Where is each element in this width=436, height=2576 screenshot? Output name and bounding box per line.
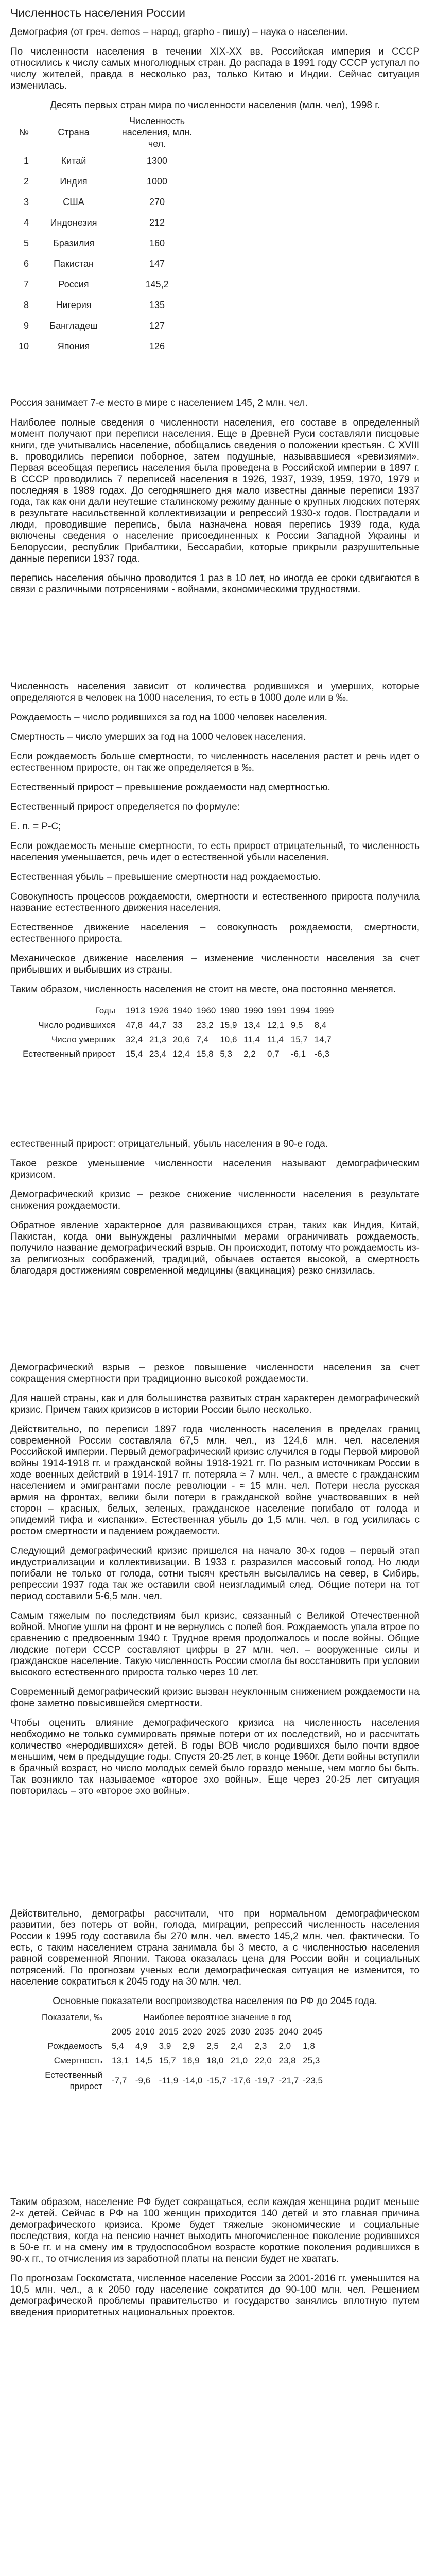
value-cell: -6,3 bbox=[314, 1049, 329, 1059]
population-value: 147 bbox=[149, 259, 165, 269]
row-label: Смертность bbox=[54, 2056, 102, 2065]
value-cell: 22,0 bbox=[254, 2056, 272, 2065]
value-cell: 9,5 bbox=[290, 1020, 303, 1030]
value-cell: 12,1 bbox=[267, 1020, 285, 1030]
population-value: 212 bbox=[149, 217, 165, 228]
value-cell: 2,2 bbox=[243, 1049, 256, 1059]
history-paragraph: Самым тяжелым по последствиям был кризис, связанный с Великой Отечественной войной. Многие ушли на фронт и не вернулись с полей боя. Рождаемость упала втрое по сравнению с предвоенным 1940 г. Трудное время продолжалось и после войны. Общие людские потери СССР составляют цифры в 27 млн. чел. – вооруженные силы и гражданское население. Такую численность России смогла бы восстановить при условии высокого естественного прироста только через 10 лет. bbox=[10, 1611, 420, 1678]
history-paragraph: Демографический взрыв – резкое повышение численности населения за счет сокращения смертности при традиционно высокой рождаемости. bbox=[10, 1362, 420, 1384]
value-cell: 2,4 bbox=[230, 2041, 243, 2051]
dynamics-table bbox=[10, 1004, 336, 1061]
country-name: Индонезия bbox=[50, 217, 97, 228]
value-cell: 0,7 bbox=[267, 1049, 280, 1059]
year-cell: 2040 bbox=[278, 2027, 299, 2037]
table-row bbox=[10, 2068, 325, 2094]
row-number: 2 bbox=[23, 176, 29, 187]
value-cell: -6,1 bbox=[290, 1049, 306, 1059]
value-cell: 14,7 bbox=[314, 1035, 332, 1044]
row-label: Естественный прирост bbox=[23, 1049, 115, 1059]
history-paragraph: Современный демографический кризис вызван неуклонным снижением рождаемости на фоне заметно повысившейся смертности. bbox=[10, 1687, 420, 1709]
population-value: 160 bbox=[149, 238, 165, 248]
movement-paragraph: Естественный прирост определяется по формуле: bbox=[10, 802, 240, 812]
row-number: 7 bbox=[23, 279, 29, 290]
movement-paragraph: Рождаемость – число родившихся за год на 1000 человек населения. bbox=[10, 712, 327, 723]
value-cell: 15,4 bbox=[126, 1049, 143, 1059]
forecast-label-header: Показатели, ‰ bbox=[42, 2012, 102, 2022]
value-cell: 15,7 bbox=[290, 1035, 308, 1044]
country-name: Индия bbox=[60, 176, 88, 187]
population-movement-section bbox=[10, 681, 420, 995]
movement-paragraph: Если рождаемость меньше смертности, то есть прирост отрицательный, то численность населения уменьшается, речь идет о естественной убыли населения. bbox=[10, 841, 420, 863]
population-value: 1000 bbox=[146, 176, 168, 187]
population-value: 1300 bbox=[146, 156, 168, 166]
value-cell: 15,8 bbox=[196, 1049, 214, 1059]
row-number: 4 bbox=[23, 217, 29, 228]
table-row bbox=[10, 2039, 325, 2054]
page-title: Численность населения России bbox=[10, 6, 185, 20]
population-value: 127 bbox=[149, 320, 165, 331]
year-cell: 1960 bbox=[196, 1006, 216, 1015]
row-label: Число умерших bbox=[51, 1035, 115, 1044]
value-cell: 20,6 bbox=[172, 1035, 190, 1044]
country-name: Россия bbox=[58, 279, 89, 290]
top-countries-table bbox=[10, 114, 199, 357]
year-cell: 2010 bbox=[135, 2027, 155, 2037]
row-label: Рождаемость bbox=[47, 2041, 102, 2051]
value-cell: 15,7 bbox=[159, 2056, 176, 2065]
table-row bbox=[10, 253, 199, 274]
country-name: Бразилия bbox=[53, 238, 95, 248]
value-cell: 16,9 bbox=[182, 2056, 200, 2065]
year-cell: 2020 bbox=[182, 2027, 202, 2037]
year-cell: 1990 bbox=[243, 1006, 263, 1015]
forecast-table bbox=[10, 2010, 325, 2094]
table-row bbox=[10, 192, 199, 212]
movement-paragraph: Смертность – число умерших за год на 1000 человек населения. bbox=[10, 732, 306, 742]
movement-paragraph: Естественный прирост – превышение рождаемости над смертностью. bbox=[10, 782, 330, 793]
movement-paragraph: Е. п. = Р-С; bbox=[10, 821, 61, 832]
table-row bbox=[10, 1018, 336, 1032]
value-cell: 1,8 bbox=[303, 2041, 315, 2051]
value-cell: 2,0 bbox=[278, 2041, 291, 2051]
table-row bbox=[10, 336, 199, 357]
value-cell: 32,4 bbox=[126, 1035, 143, 1044]
value-cell: 2,3 bbox=[254, 2041, 267, 2051]
table-row bbox=[10, 212, 199, 233]
value-cell: 7,4 bbox=[196, 1035, 209, 1044]
crisis-paragraph: Такое резкое уменьшение численности населения называют демографическим кризисом. bbox=[10, 1158, 420, 1180]
value-cell: -15,7 bbox=[206, 2076, 226, 2086]
country-name: Нигерия bbox=[56, 300, 92, 310]
value-cell: 14,5 bbox=[135, 2056, 152, 2065]
value-cell: 23,4 bbox=[149, 1049, 166, 1059]
value-cell: 13,4 bbox=[243, 1020, 261, 1030]
value-cell: -17,6 bbox=[230, 2076, 251, 2086]
country-name: Китай bbox=[61, 156, 86, 166]
value-cell: 3,9 bbox=[159, 2041, 171, 2051]
value-cell: 4,9 bbox=[135, 2041, 148, 2051]
value-cell: -11,9 bbox=[159, 2076, 179, 2086]
year-cell: 2030 bbox=[230, 2027, 250, 2037]
value-cell: 11,4 bbox=[267, 1035, 284, 1044]
year-cell: 2045 bbox=[303, 2027, 323, 2037]
forecast-paragraph: Действительно, демографы рассчитали, что при нормальном демографическом развитии, без потерь от войн, голода, миграции, репрессий численность населения России к 1995 году составила бы 270 млн. чел. вместо 145,2 млн. чел. фактически. То есть, с таким населением страна занимала бы 3 место, а с численностью населения равной современной Японии. Такова оказалась цена для России войн и социальных потрясений. По прогнозам ученых если демографическая ситуация не изменится, то население сократиться к 2045 году на 30 млн. чел. bbox=[10, 1908, 420, 1987]
row-number: 9 bbox=[23, 320, 29, 331]
value-cell: -7,7 bbox=[112, 2076, 127, 2086]
year-cell: 1913 bbox=[126, 1006, 145, 1015]
population-value: 270 bbox=[149, 197, 165, 207]
row-number: 6 bbox=[23, 259, 29, 269]
table-row bbox=[10, 233, 199, 253]
population-value: 126 bbox=[149, 341, 165, 351]
row-number: 5 bbox=[23, 238, 29, 248]
table-row bbox=[10, 2054, 325, 2068]
forecast-subheader: Наиболее вероятное значение в год bbox=[143, 2012, 291, 2022]
history-paragraph: Действительно, по переписи 1897 года численность населения в пределах границ современной России составляла 67,5 млн. чел., из 124,6 млн. чел. населения Российской империи. Первый демографический кризис случился в годы Первой мировой войны 1914-1918 гг. и гражданской войны 1918-1921 гг. По разным источникам России в ходе военных действий в 1914-1917 гг. потеряла ≈ 7 млн. чел., а вместе с гражданским населением и эмигрантами после революции - ≈ 15 млн. чел. Потери несла русская армия на фронтах, велики были потери в гражданской войне участвовавших в ней сторон – красных, белых, зеленых, гражданское население погибало от голода и эпидемий тифа и «испанки». Естественная убыль до 1,5 млн. чел. в год усилилась с ростом смертности и падением рождаемости. bbox=[10, 1424, 420, 1537]
year-cell: 1980 bbox=[220, 1006, 240, 1015]
history-paragraph: Для нашей страны, как и для большинства развитых стран характерен демографический кризис. Причем таких кризисов в истории России было несколько. bbox=[10, 1393, 420, 1415]
table-row bbox=[10, 274, 199, 295]
years-label: Годы bbox=[95, 1006, 115, 1015]
value-cell: 13,1 bbox=[112, 2056, 129, 2065]
empty-cell bbox=[10, 2025, 110, 2039]
population-value: 135 bbox=[149, 300, 165, 310]
intro-section bbox=[10, 27, 420, 92]
value-cell: -21,7 bbox=[278, 2076, 299, 2086]
value-cell: 15,9 bbox=[220, 1020, 237, 1030]
table-row bbox=[10, 1047, 336, 1061]
movement-paragraph: Совокупность процессов рождаемости, смертности и естественного прироста получила название естественного движения населения. bbox=[10, 891, 420, 913]
row-number: 10 bbox=[18, 341, 29, 351]
country-name: Пакистан bbox=[54, 259, 94, 269]
table-row bbox=[10, 1032, 336, 1047]
value-cell: -9,6 bbox=[135, 2076, 151, 2086]
value-cell: 2,9 bbox=[182, 2041, 195, 2051]
movement-paragraph: Численность населения зависит от количества родившихся и умерших, которые определяются в человек на 1000 населения, то есть в 1000 доле или в ‰. bbox=[10, 681, 420, 703]
row-number: 3 bbox=[23, 197, 29, 207]
population-value: 145,2 bbox=[145, 279, 169, 290]
crisis-section bbox=[10, 1139, 420, 1277]
col-header-country: Страна bbox=[58, 127, 90, 138]
history-section bbox=[10, 1362, 420, 1797]
crisis-paragraph: Демографический кризис – резкое снижение численности населения в результате снижения рождаемости. bbox=[10, 1189, 420, 1211]
year-cell: 2035 bbox=[254, 2027, 274, 2037]
value-cell: 25,3 bbox=[303, 2056, 320, 2065]
forecast-intro-section bbox=[10, 1908, 420, 1988]
intro-paragraph: Демография (от греч. demos – народ, grapho - пишу) – наука о населении. bbox=[10, 27, 348, 38]
country-name: Бангладеш bbox=[49, 320, 98, 331]
value-cell: 5,3 bbox=[220, 1049, 232, 1059]
col-header-number: № bbox=[19, 127, 29, 138]
row-number: 8 bbox=[23, 300, 29, 310]
year-cell: 2015 bbox=[159, 2027, 179, 2037]
row-number: 1 bbox=[23, 156, 29, 166]
forecast-caption: Основные показатели воспроизводства населения по РФ до 2045 года. bbox=[53, 1996, 377, 2007]
row-label: Естественный прирост bbox=[45, 2070, 102, 2091]
value-cell: 12,4 bbox=[172, 1049, 190, 1059]
table-row bbox=[10, 150, 199, 171]
table-row bbox=[10, 171, 199, 192]
movement-paragraph: Если рождаемость больше смертности, то численность населения растет и речь идет о естественном приросте, он так же определяется в ‰. bbox=[10, 751, 420, 773]
row-label: Число родившихся bbox=[38, 1020, 115, 1030]
movement-paragraph: Механическое движение населения – изменение численности населения за счет прибывших и выбывших из страны. bbox=[10, 953, 420, 975]
value-cell: 11,4 bbox=[243, 1035, 260, 1044]
conclusion-paragraph: По прогнозам Госкомстата, численное население России за 2001-2016 гг. уменьшится на 10,5 млн. чел., а к 2050 году население сократится до 90-100 млн. чел. Решением демографической проблемы правительство и государство занялись вплотную путем введения приоритетных национальных проектов. bbox=[10, 2273, 420, 2318]
top-countries-caption: Десять первых стран мира по численности населения (млн. чел), 1998 г. bbox=[49, 100, 380, 111]
movement-paragraph: Естественная убыль – превышение смертности над рождаемостью. bbox=[10, 872, 321, 883]
country-name: Япония bbox=[57, 341, 90, 351]
value-cell: 23,2 bbox=[196, 1020, 214, 1030]
census-section bbox=[10, 398, 420, 596]
value-cell: 23,8 bbox=[278, 2056, 296, 2065]
intro-paragraph: По численности населения в течении XIX-XX вв. Российская империя и СССР относились к числу самых многолюдных стран. До распада в 1991 году СССР уступал по числу жителей, правда в несколько раз, только Китаю и Индии. Сейчас ситуация изменилась. bbox=[10, 46, 420, 91]
crisis-paragraph: естественный прирост: отрицательный, убыль населения в 90-е года. bbox=[10, 1139, 328, 1149]
table-row bbox=[10, 315, 199, 336]
year-cell: 1991 bbox=[267, 1006, 287, 1015]
document bbox=[10, 6, 420, 2327]
year-cell: 1926 bbox=[149, 1006, 169, 1015]
value-cell: -14,0 bbox=[182, 2076, 203, 2086]
col-header-population: Численность населения, млн. чел. bbox=[121, 116, 193, 149]
conclusion-paragraph: Таким образом, население РФ будет сокращаться, если каждая женщина родит меньше 2-х детей. Сейчас в РФ на 100 женщин приходится 140 детей и это главная причина демографического кризиса. Кроме будет тяжелые экономические и социальные последствия, когда на пенсию начнет выходить многочисленное поколение родившихся в 50-е гг. и на смену им в трудоспособном возрасте короткие поколения родившихся в 90-х гг., то отчисления из заработной платы на пенсии будет не хватать. bbox=[10, 2197, 420, 2264]
value-cell: 10,6 bbox=[220, 1035, 237, 1044]
value-cell: 47,8 bbox=[126, 1020, 143, 1030]
value-cell: 18,0 bbox=[206, 2056, 224, 2065]
census-paragraph: Наиболее полные сведения о численности населения, его составе в определенный момент получают при переписи населения. Еще в Древней Руси составляли писцовые книги, где учитывались население, обобщались сведения о положении крестьян. С XVIII в. проводились переписи поборное, затем подушные, называвшиеся «ревизиями». Первая всеобщая перепись населения была проведена в Российской империи в 1897 г. В СССР проводились 7 переписей населения в 1926, 1937, 1939, 1959, 1970, 1979 и последняя в 1989 годах. До сегодняшнего дня мало известны данные переписи 1937 года, так как они дали неутешие сталинскому режиму данные о крупных людских потерях в результате насильственной коллективизации и репрессий 1930-х годов. Пострадали и люди, проводившие перепись, была назначена новая перепись 1939 года, куда включены сведения о население присоединенных к России Западной Украины и Белоруссии, республик Прибалтики, Бессарабии, которые прикрыли разрушительные данные переписи 1937 года. bbox=[10, 417, 420, 564]
year-cell: 2005 bbox=[112, 2027, 131, 2037]
value-cell: 33 bbox=[172, 1020, 183, 1030]
value-cell: 21,3 bbox=[149, 1035, 166, 1044]
value-cell: 44,7 bbox=[149, 1020, 166, 1030]
year-cell: 1999 bbox=[314, 1006, 334, 1015]
history-paragraph: Следующий демографический кризис пришелся на начало 30-х годов – первый этап индустриализации и коллективизации. В 1933 г. разразился массовый голод. Но люди погибали не только от голода, сотни тысяч крестьян высылались на север, в Сибирь, репрессии 1937 года так же оставили свой неизгладимый след. Общие потери на тот период составили 5-6,5 млн. чел. bbox=[10, 1546, 420, 1602]
year-cell: 2025 bbox=[206, 2027, 226, 2037]
value-cell: 21,0 bbox=[230, 2056, 248, 2065]
crisis-paragraph: Обратное явление характерное для развивающихся стран, таких как Индия, Китай, Пакистан, когда они вынуждены различными мерами ограничивать рождаемость, получило название демографический взрыв. Он происходит, потому что рождаемость из-за религиозных соображений, традиций, обычаев остается высокой, а смертность благодаря достижениям современной медицины (вакцинация) резко снизилась. bbox=[10, 1220, 420, 1276]
movement-paragraph: Естественное движение населения – совокупность рождаемости, смертности, естественного прироста. bbox=[10, 922, 420, 944]
table-row bbox=[10, 295, 199, 315]
census-paragraph: Россия занимает 7-е место в мире с населением 145, 2 млн. чел. bbox=[10, 398, 308, 409]
movement-paragraph: Таким образом, численность населения не стоит на месте, она постоянно меняется. bbox=[10, 984, 396, 995]
value-cell: 5,4 bbox=[112, 2041, 124, 2051]
country-name: США bbox=[63, 197, 84, 207]
conclusion-section bbox=[10, 2197, 420, 2318]
history-paragraph: Чтобы оценить влияние демографического кризиса на численность населения необходимо не только суммировать прямые потери от их последствий, но и рассчитать количество «неродившихся» детей. В годы ВОВ число родившихся было почти вдвое меньшим, чем в предыдущие годы. Спустя 20-25 лет, в конце 1960г. Дети войны вступили в брачный возраст, но число молодых семей было гораздо меньше, чем могло бы быть. Так возникло так называемое «второе эхо войны». Еще через 20-25 лет ситуация повторилась – это «второе эхо войны». bbox=[10, 1718, 420, 1797]
year-cell: 1994 bbox=[290, 1006, 310, 1015]
value-cell: -19,7 bbox=[254, 2076, 275, 2086]
value-cell: 8,4 bbox=[314, 1020, 327, 1030]
census-paragraph: перепись населения обычно проводится 1 раз в 10 лет, но иногда ее сроки сдвигаются в связи с различными потрясениями - войнами, экономическими трудностями. bbox=[10, 573, 420, 595]
value-cell: -23,5 bbox=[303, 2076, 323, 2086]
year-cell: 1940 bbox=[172, 1006, 193, 1015]
value-cell: 2,5 bbox=[206, 2041, 219, 2051]
